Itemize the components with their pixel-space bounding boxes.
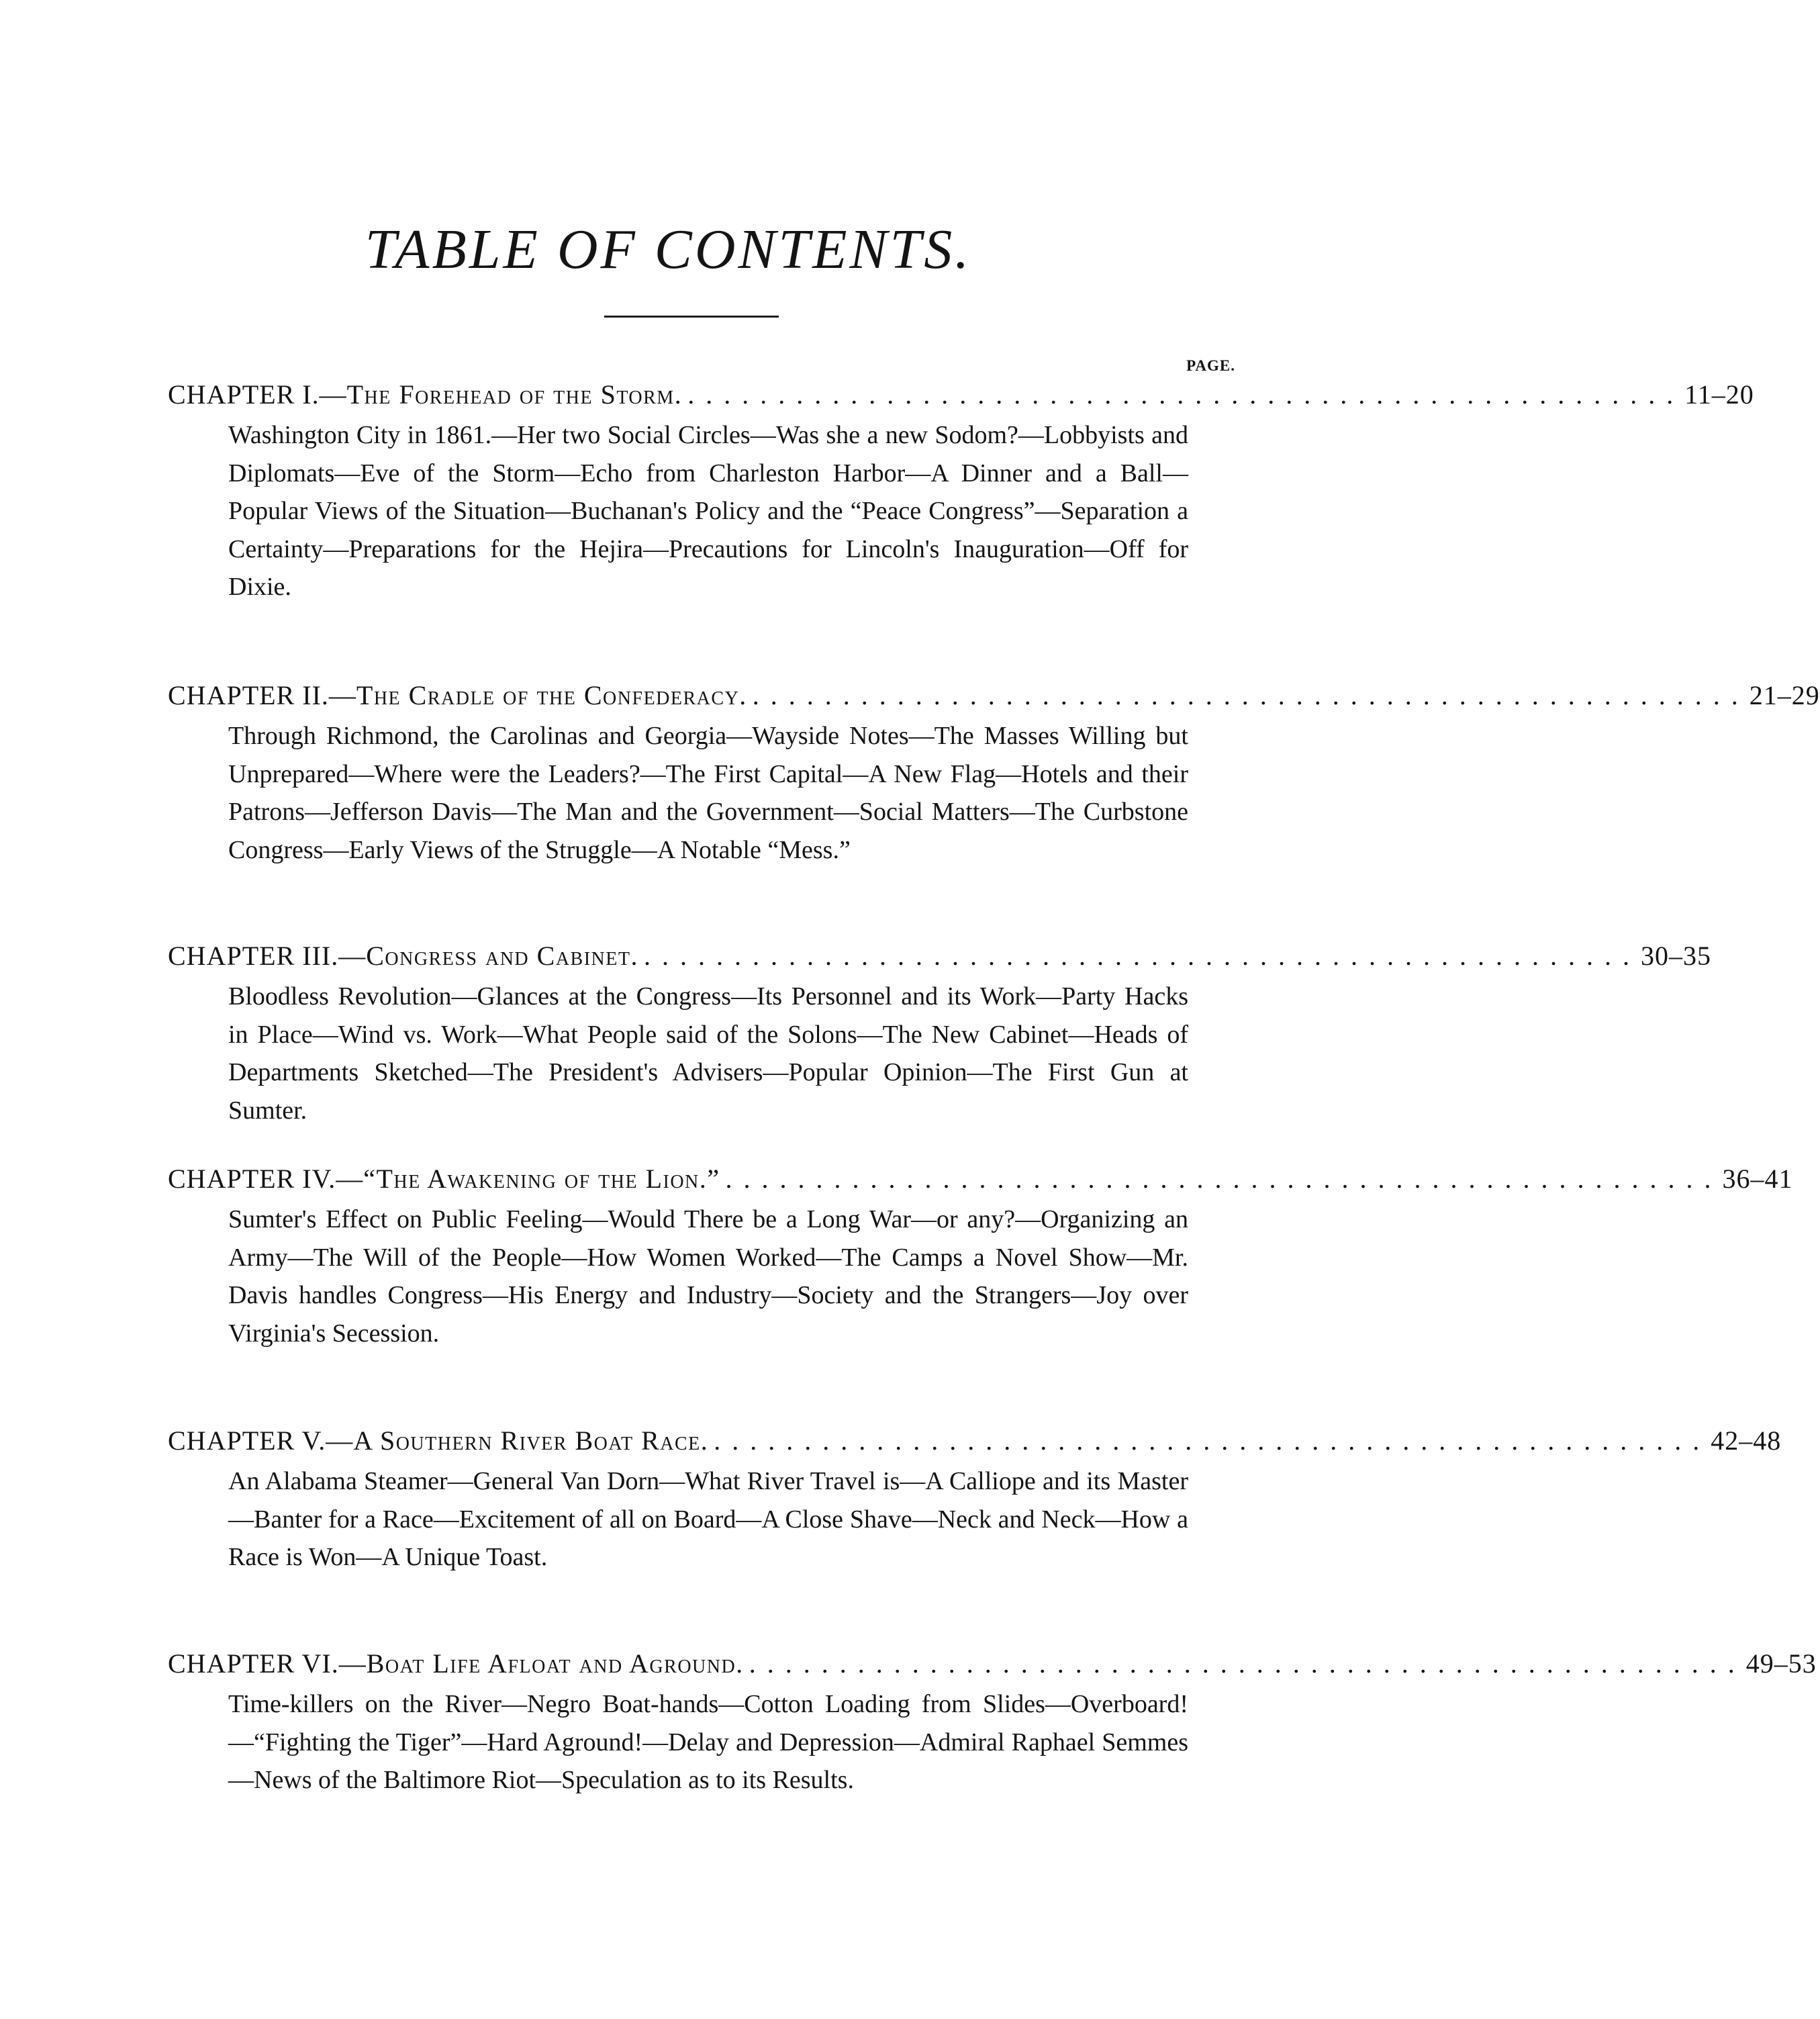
dot-leader: ....................................................... bbox=[687, 379, 1685, 410]
chapter-title: The Forehead of the Storm. bbox=[346, 379, 683, 410]
chapter-title: A Southern River Boat Race. bbox=[353, 1425, 709, 1456]
chapter-title: The Cradle of the Confederacy. bbox=[356, 680, 747, 710]
dot-leader: ....................................................... bbox=[752, 680, 1750, 710]
chapter-entry-3 bbox=[168, 937, 1711, 1129]
chapter-heading bbox=[168, 937, 1711, 975]
chapter-number: CHAPTER I.— bbox=[168, 379, 347, 410]
chapter-number: CHAPTER VI.— bbox=[168, 1648, 367, 1679]
chapter-pages: 21–29 bbox=[1749, 680, 1820, 710]
dot-leader: ....................................................... bbox=[714, 1425, 1711, 1456]
chapter-heading bbox=[168, 1645, 1817, 1683]
chapter-heading bbox=[168, 1160, 1793, 1198]
dot-leader: ....................................................... bbox=[643, 941, 1641, 971]
chapter-number: CHAPTER II.— bbox=[168, 680, 356, 710]
chapter-entry-5 bbox=[168, 1422, 1782, 1577]
chapter-heading bbox=[168, 376, 1754, 414]
chapter-summary: Bloodless Revolution—Glances at the Congress—Its Personnel and its Work—Party Hacks in Place—Wind vs. Work—What People said of the Solons—The New Cabinet—Heads of Departments Sketched—The President's Advisers—Popular Opinion—The First Gun at Sumter. bbox=[228, 982, 1188, 1125]
chapter-pages: 30–35 bbox=[1640, 941, 1711, 971]
chapter-number: CHAPTER V.— bbox=[168, 1425, 354, 1456]
chapter-number: CHAPTER IV.— bbox=[168, 1164, 364, 1194]
chapter-entry-4 bbox=[168, 1160, 1793, 1352]
chapter-summary: Through Richmond, the Carolinas and Georgia—Wayside Notes—The Masses Willing but Unprepared—Where were the Leaders?—The First Capital—A New Flag—Hotels and their Patrons—Jefferson Davis—The Man and the Government—Social Matters—The Curbstone Congress—Early Views of the Struggle—A Notable “Mess.” bbox=[228, 722, 1188, 864]
chapter-pages: 36–41 bbox=[1722, 1164, 1793, 1194]
chapter-title: “The Awakening of the Lion.” bbox=[363, 1164, 720, 1194]
chapter-summary: Time-killers on the River—Negro Boat-hands—Cotton Loading from Slides—Overboard!—“Fighting the Tiger”—Hard Aground!—Delay and Depression—Admiral Raphael Semmes—News of the Baltimore Riot—Speculation as to its Results. bbox=[228, 1690, 1188, 1794]
dot-leader: ....................................................... bbox=[749, 1648, 1746, 1679]
chapter-pages: 49–53 bbox=[1745, 1648, 1817, 1679]
chapter-entry-6 bbox=[168, 1645, 1817, 1799]
chapter-pages: 11–20 bbox=[1684, 379, 1754, 410]
chapter-heading bbox=[168, 1422, 1782, 1460]
chapter-title: Boat Life Afloat and Aground. bbox=[366, 1648, 744, 1679]
title-rule bbox=[604, 316, 779, 318]
chapter-entry-1 bbox=[168, 376, 1754, 606]
chapter-title: Congress and Cabinet. bbox=[366, 941, 638, 971]
page-title: TABLE OF CONTENTS. bbox=[365, 218, 972, 281]
chapter-number: CHAPTER III.— bbox=[168, 941, 367, 971]
chapter-summary: An Alabama Steamer—General Van Dorn—What River Travel is—A Calliope and its Master—Banter for a Race—Excitement of all on Board—A Close Shave—Neck and Neck—How a Race is Won—A Unique Toast. bbox=[228, 1467, 1188, 1571]
chapter-entry-2 bbox=[168, 677, 1820, 869]
chapter-summary: Washington City in 1861.—Her two Social Circles—Was she a new Sodom?—Lobbyists and Diplomats—Eve of the Storm—Echo from Charleston Harbor—A Dinner and a Ball—Popular Views of the Situation—Buchanan's Policy and the “Peace Congress”—Separation a Certainty—Preparations for the Hejira—Precautions for Lincoln's Inauguration—Off for Dixie. bbox=[228, 421, 1188, 601]
dot-leader: ....................................................... bbox=[725, 1164, 1723, 1194]
chapter-pages: 42–48 bbox=[1711, 1425, 1782, 1456]
page-column-label: PAGE. bbox=[1186, 357, 1235, 374]
chapter-heading bbox=[168, 677, 1820, 714]
chapter-summary: Sumter's Effect on Public Feeling—Would There be a Long War—or any?—Organizing an Army—The Will of the People—How Women Worked—The Camps a Novel Show—Mr. Davis handles Congress—His Energy and Industry—Society and the Strangers—Joy over Virginia's Secession. bbox=[228, 1205, 1188, 1348]
